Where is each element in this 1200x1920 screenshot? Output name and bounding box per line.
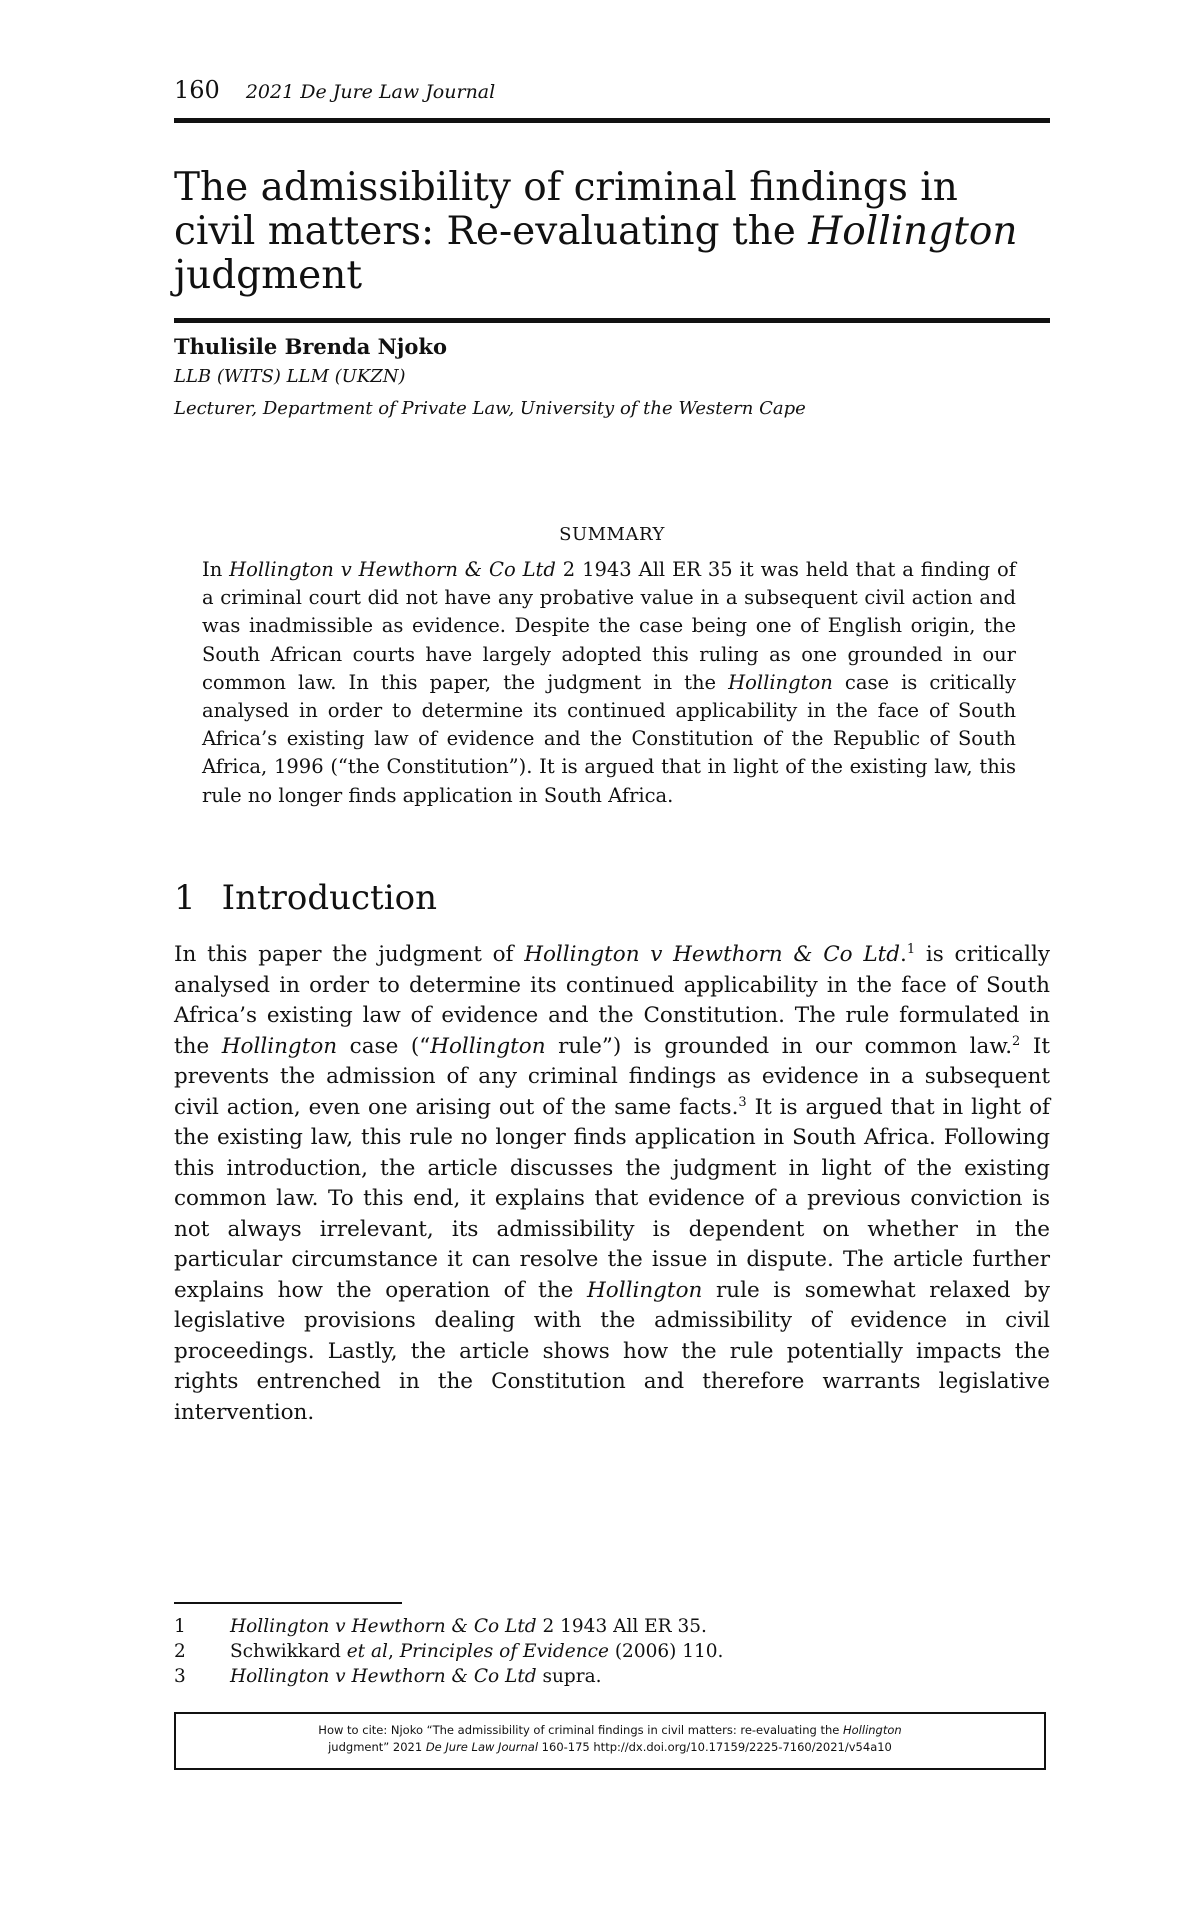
footnote-ref[interactable]: 3 <box>738 1094 747 1110</box>
summary-text: In <box>202 558 230 581</box>
title-case-name: Hollington <box>808 209 1018 254</box>
footnote-number: 1 <box>174 1616 186 1637</box>
citation-line-1 <box>176 1722 1044 1739</box>
footnote-case: Hollington v Hewthorn & Co Ltd <box>230 1666 537 1687</box>
footnote-rest: supra. <box>536 1666 602 1687</box>
title-text-end: judgment <box>174 253 362 298</box>
introduction-paragraph <box>174 940 1050 1428</box>
footnote-number: 3 <box>174 1666 186 1687</box>
footnote-text <box>230 1639 723 1664</box>
author-name: Thulisile Brenda Njoko <box>174 334 447 359</box>
body-text: In this paper the judgment of <box>174 942 525 967</box>
citation-text: How to cite: Njoko “The admissibility of criminal findings in civil matters: re-evaluating the <box>318 1723 843 1737</box>
footnote-number: 2 <box>174 1641 186 1662</box>
section-title: Introduction <box>221 878 437 918</box>
journal-name: 2021 De Jure Law Journal <box>245 81 496 103</box>
footnotes <box>174 1614 1050 1689</box>
citation-box <box>174 1712 1046 1770</box>
body-text: rule”) is grounded in our common law. <box>545 1033 1013 1059</box>
article-title <box>174 166 1050 298</box>
summary-case-name: Hollington <box>728 670 833 694</box>
footnote-rest: 2 1943 All ER 35. <box>536 1616 707 1637</box>
body-text: It prevents the admission of any criminal findings as evidence in a subsequent civil action, even one arising out of the same facts. <box>174 1033 1051 1120</box>
case-name: Hollington v Hewthorn & Co Ltd <box>524 942 901 967</box>
footnote-etal: et al <box>346 1641 388 1662</box>
page-number: 160 <box>174 76 220 104</box>
footnote-ref[interactable]: 1 <box>906 941 916 957</box>
summary-heading: SUMMARY <box>559 524 665 545</box>
citation-line-2 <box>176 1739 1044 1756</box>
footnote-text <box>230 1664 602 1689</box>
summary-text: case is critically analysed in order to determine its continued applicability in the face of South Africa’s existing law of evidence and the Constitution of the Republic of South Africa, 1996 (“the Constitution”). It is argued that in light of the existing law, this rule no longer finds application in South Africa. <box>202 670 1016 807</box>
title-rule <box>174 318 1050 323</box>
title-text: The admissibility of criminal findings in civil matters: Re-evaluating the <box>174 165 958 254</box>
body-text: is critically analysed in order to determine its continued applicability in the face of South Africa’s existing law of evidence and the Constitution. The rule formulated in the <box>174 942 1050 1059</box>
body-text: case (“ <box>337 1033 431 1059</box>
summary-case-name: Hollington v Hewthorn & Co Ltd <box>229 558 556 581</box>
citation-case: Hollington <box>843 1723 902 1737</box>
footnote-rest: (2006) 110. <box>608 1641 724 1662</box>
section-heading <box>174 878 437 918</box>
body-text: rule is somewhat relaxed by legislative provisions dealing with the admissibility of evidence in civil proceedings. Lastly, the article shows how the rule potentially impacts the rights entrenched in the Constitution and therefore warrants legislative intervention. <box>174 1277 1050 1425</box>
citation-journal: De Jure Law Journal <box>425 1740 539 1754</box>
footnote-1 <box>174 1614 1050 1639</box>
footnote-rule <box>174 1602 402 1604</box>
footnote-text <box>230 1614 707 1639</box>
footnote-book-title: Principles of Evidence <box>399 1641 609 1662</box>
section-number: 1 <box>174 878 196 918</box>
footnote-ref[interactable]: 2 <box>1012 1033 1021 1049</box>
summary-text: 2 1943 All ER 35 it was held that a finding of a criminal court did not have any probative value in a subsequent civil action and was inadmissible as evidence. Despite the case being one of English origin, the South African courts have largely adopted this ruling as one grounded in our common law. In this paper, the judgment in the <box>202 558 1016 694</box>
footnote-author: Schwikkard <box>230 1641 347 1662</box>
author-affiliation: Lecturer, Department of Private Law, University of the Western Cape <box>174 398 806 419</box>
body-text: . <box>900 942 907 967</box>
footnote-sep: , <box>387 1641 400 1662</box>
case-name: Hollington <box>221 1033 338 1059</box>
citation-text: judgment” 2021 <box>328 1740 426 1754</box>
body-text: It is argued that in light of the existing law, this rule no longer finds application in South Africa. Following this introduction, the article discusses the judgment in light of the existing common law. To this end, it explains that evidence of a previous conviction is not always irrelevant, its admissibility is dependent on whether in the particular circumstance it can resolve the issue in dispute. The article further explains how the operation of the <box>174 1094 1050 1303</box>
running-head <box>174 76 1050 116</box>
footnote-2 <box>174 1639 1050 1664</box>
case-name: Hollington <box>430 1033 546 1059</box>
header-rule <box>174 118 1050 123</box>
footnote-3 <box>174 1664 1050 1689</box>
footnote-case: Hollington v Hewthorn & Co Ltd <box>230 1616 537 1637</box>
citation-doi[interactable]: 160-175 http://dx.doi.org/10.17159/2225-7160/2021/v54a10 <box>538 1740 892 1754</box>
summary-paragraph <box>202 556 1016 810</box>
case-name: Hollington <box>587 1277 703 1303</box>
author-qualifications: LLB (WITS) LLM (UKZN) <box>174 366 406 387</box>
